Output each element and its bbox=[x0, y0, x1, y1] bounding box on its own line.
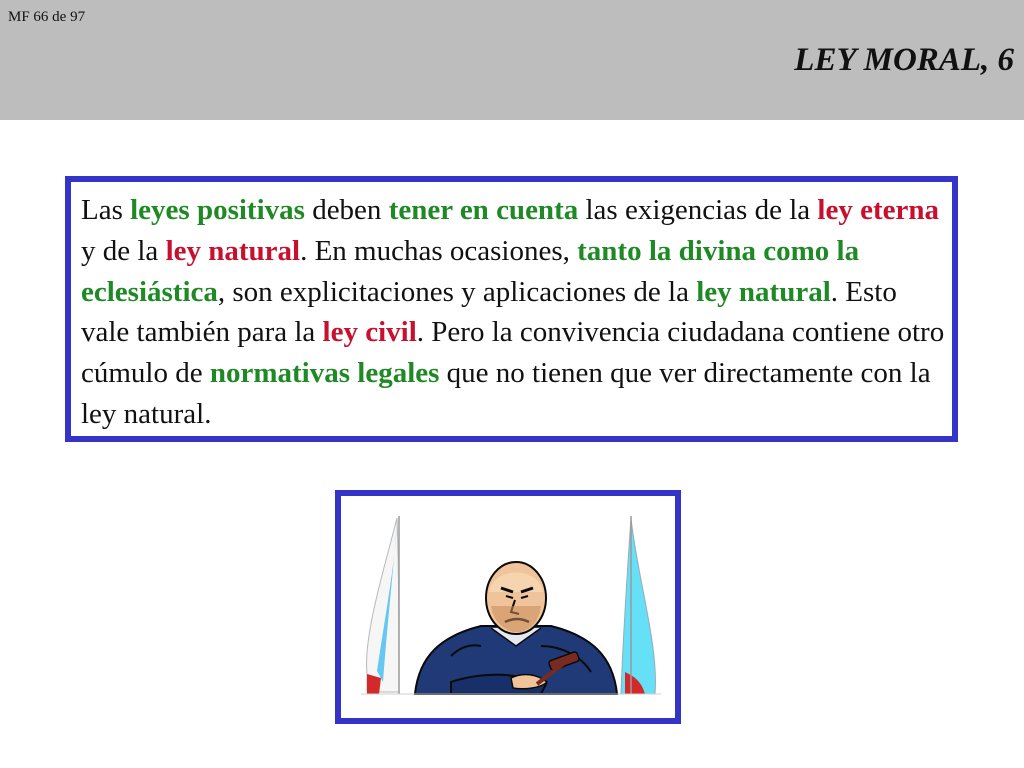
text-segment: . Pero la convivencia ciudadana contiene otro cúmulo de bbox=[81, 316, 945, 390]
text-segment: deben bbox=[304, 194, 389, 226]
highlight-green: normativas legales bbox=[209, 357, 440, 390]
highlight-red: ley natural bbox=[165, 234, 301, 267]
judge-figure bbox=[415, 562, 617, 694]
text-box bbox=[65, 176, 958, 442]
text-segment: que no tienen que ver directamente con la ley natural. bbox=[81, 357, 931, 430]
judge-with-gavel-and-flags-icon bbox=[341, 496, 675, 718]
highlight-green: leyes positivas bbox=[130, 194, 305, 226]
slide-counter: MF 66 de 97 bbox=[8, 9, 86, 25]
highlight-green: tanto la divina como la eclesiástica bbox=[81, 234, 860, 308]
header-bar bbox=[0, 0, 1024, 120]
text-segment: , son explicitaciones y aplicaciones de la bbox=[217, 275, 697, 308]
slide-title: LEY MORAL, 6 bbox=[794, 42, 1014, 78]
left-flag-icon bbox=[367, 516, 399, 694]
right-flag-icon bbox=[621, 516, 655, 694]
text-segment: . En muchas ocasiones, bbox=[300, 234, 578, 267]
text-segment: . Esto vale también para la bbox=[81, 275, 897, 349]
body-paragraph bbox=[81, 190, 951, 435]
illustration-frame bbox=[335, 490, 681, 724]
text-segment: y de la bbox=[81, 234, 166, 267]
highlight-green: ley natural bbox=[696, 275, 831, 308]
text-segment: Las bbox=[81, 194, 131, 226]
highlight-red: ley eterna bbox=[817, 194, 939, 226]
text-segment: las exigencias de la bbox=[578, 194, 818, 226]
highlight-red: ley civil bbox=[322, 316, 417, 349]
highlight-green: tener en cuenta bbox=[388, 194, 579, 226]
